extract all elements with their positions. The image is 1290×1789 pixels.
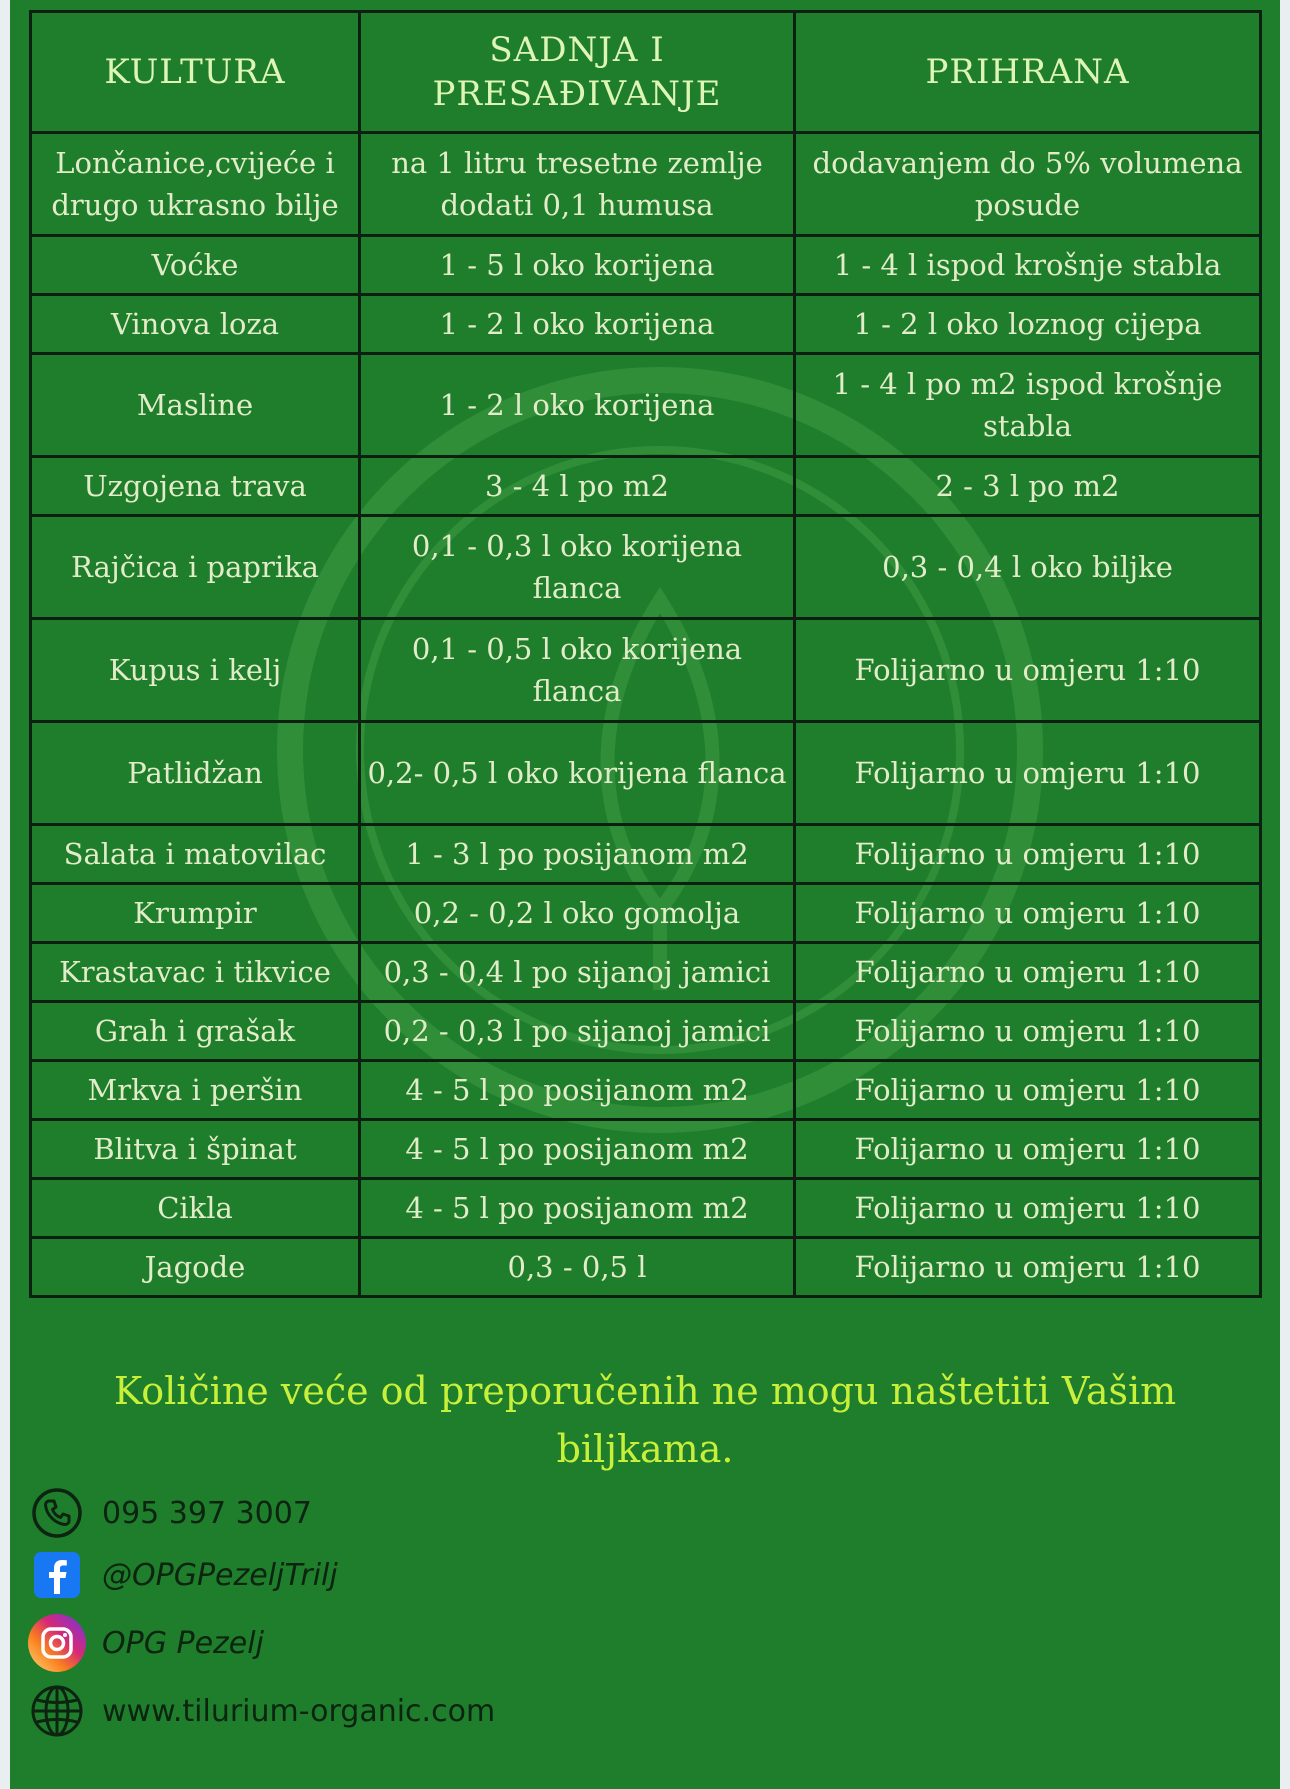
cell-sadnja: 4 - 5 l po posijanom m2 — [360, 1179, 795, 1238]
cell-sadnja: 4 - 5 l po posijanom m2 — [360, 1120, 795, 1179]
cell-sadnja: 1 - 2 l oko korijena — [360, 354, 795, 457]
cell-prihrana: Folijarno u omjeru 1:10 — [795, 943, 1261, 1002]
cell-sadnja: 1 - 5 l oko korijena — [360, 236, 795, 295]
info-panel — [10, 0, 1280, 1789]
table-row — [31, 1002, 1261, 1061]
cell-prihrana: 2 - 3 l po m2 — [795, 457, 1261, 516]
cell-prihrana: Folijarno u omjeru 1:10 — [795, 1002, 1261, 1061]
table-row — [31, 295, 1261, 354]
cell-kultura: Patlidžan — [31, 722, 360, 825]
cell-prihrana: Folijarno u omjeru 1:10 — [795, 1061, 1261, 1120]
table-row — [31, 1120, 1261, 1179]
contact-facebook[interactable] — [26, 1544, 338, 1606]
cell-sadnja: 1 - 3 l po posijanom m2 — [360, 825, 795, 884]
table-row — [31, 133, 1261, 236]
cell-prihrana: 1 - 2 l oko loznog cijepa — [795, 295, 1261, 354]
planting-guide-table — [29, 10, 1262, 1298]
cell-prihrana: dodavanjem do 5% volumena posude — [795, 133, 1261, 236]
contact-instagram[interactable] — [26, 1612, 264, 1674]
table-row — [31, 619, 1261, 722]
cell-prihrana: Folijarno u omjeru 1:10 — [795, 1238, 1261, 1297]
cell-prihrana: 1 - 4 l po m2 ispod krošnje stabla — [795, 354, 1261, 457]
cell-prihrana: Folijarno u omjeru 1:10 — [795, 722, 1261, 825]
cell-kultura: Krastavac i tikvice — [31, 943, 360, 1002]
table-row — [31, 236, 1261, 295]
cell-prihrana: Folijarno u omjeru 1:10 — [795, 619, 1261, 722]
cell-sadnja: 0,2 - 0,3 l po sijanoj jamici — [360, 1002, 795, 1061]
cell-prihrana: Folijarno u omjeru 1:10 — [795, 1179, 1261, 1238]
table-row — [31, 722, 1261, 825]
cell-kultura: Rajčica i paprika — [31, 516, 360, 619]
cell-kultura: Lončanice,cvijeće i drugo ukrasno bilje — [31, 133, 360, 236]
cell-sadnja: 1 - 2 l oko korijena — [360, 295, 795, 354]
table-row — [31, 354, 1261, 457]
cell-sadnja: na 1 litru tresetne zemlje dodati 0,1 humusa — [360, 133, 795, 236]
cell-sadnja: 0,1 - 0,3 l oko korijena flanca — [360, 516, 795, 619]
facebook-handle[interactable]: @OPGPezeljTrilj — [102, 1557, 338, 1593]
cell-kultura: Krumpir — [31, 884, 360, 943]
cell-prihrana: Folijarno u omjeru 1:10 — [795, 825, 1261, 884]
table-row — [31, 825, 1261, 884]
cell-kultura: Grah i grašak — [31, 1002, 360, 1061]
phone-number[interactable]: 095 397 3007 — [102, 1495, 312, 1531]
table-row — [31, 1238, 1261, 1297]
table-row — [31, 516, 1261, 619]
instagram-icon — [26, 1612, 88, 1674]
cell-prihrana: Folijarno u omjeru 1:10 — [795, 1120, 1261, 1179]
header-kultura: KULTURA — [31, 12, 360, 133]
cell-kultura: Uzgojena trava — [31, 457, 360, 516]
cell-kultura: Voćke — [31, 236, 360, 295]
phone-icon — [26, 1482, 88, 1544]
cell-kultura: Mrkva i peršin — [31, 1061, 360, 1120]
header-prihrana: PRIHRANA — [795, 12, 1261, 133]
instagram-handle[interactable]: OPG Pezelj — [102, 1625, 264, 1661]
table-row — [31, 1061, 1261, 1120]
facebook-icon — [26, 1544, 88, 1606]
cell-prihrana: 1 - 4 l ispod krošnje stabla — [795, 236, 1261, 295]
cell-sadnja: 3 - 4 l po m2 — [360, 457, 795, 516]
table-row — [31, 1179, 1261, 1238]
table-row — [31, 457, 1261, 516]
cell-sadnja: 4 - 5 l po posijanom m2 — [360, 1061, 795, 1120]
cell-sadnja: 0,3 - 0,5 l — [360, 1238, 795, 1297]
cell-kultura: Blitva i špinat — [31, 1120, 360, 1179]
cell-sadnja: 0,3 - 0,4 l po sijanoj jamici — [360, 943, 795, 1002]
table-row — [31, 884, 1261, 943]
cell-kultura: Jagode — [31, 1238, 360, 1297]
cell-prihrana: Folijarno u omjeru 1:10 — [795, 884, 1261, 943]
globe-icon — [26, 1680, 88, 1742]
cell-sadnja: 0,2- 0,5 l oko korijena flanca — [360, 722, 795, 825]
cell-kultura: Kupus i kelj — [31, 619, 360, 722]
cell-sadnja: 0,1 - 0,5 l oko korijena flanca — [360, 619, 795, 722]
cell-kultura: Cikla — [31, 1179, 360, 1238]
table-header-row — [31, 12, 1261, 133]
cell-kultura: Masline — [31, 354, 360, 457]
contact-website[interactable] — [26, 1680, 495, 1742]
header-sadnja: SADNJA I PRESAĐIVANJE — [360, 12, 795, 133]
table-row — [31, 943, 1261, 1002]
cell-kultura: Vinova loza — [31, 295, 360, 354]
cell-kultura: Salata i matovilac — [31, 825, 360, 884]
website-link[interactable]: www.tilurium-organic.com — [102, 1693, 496, 1729]
cell-sadnja: 0,2 - 0,2 l oko gomolja — [360, 884, 795, 943]
cell-prihrana: 0,3 - 0,4 l oko biljke — [795, 516, 1261, 619]
footnote-text: Količine veće od preporučenih ne mogu naštetiti Vašim biljkama. — [113, 1369, 1177, 1471]
contact-phone[interactable] — [26, 1482, 312, 1544]
